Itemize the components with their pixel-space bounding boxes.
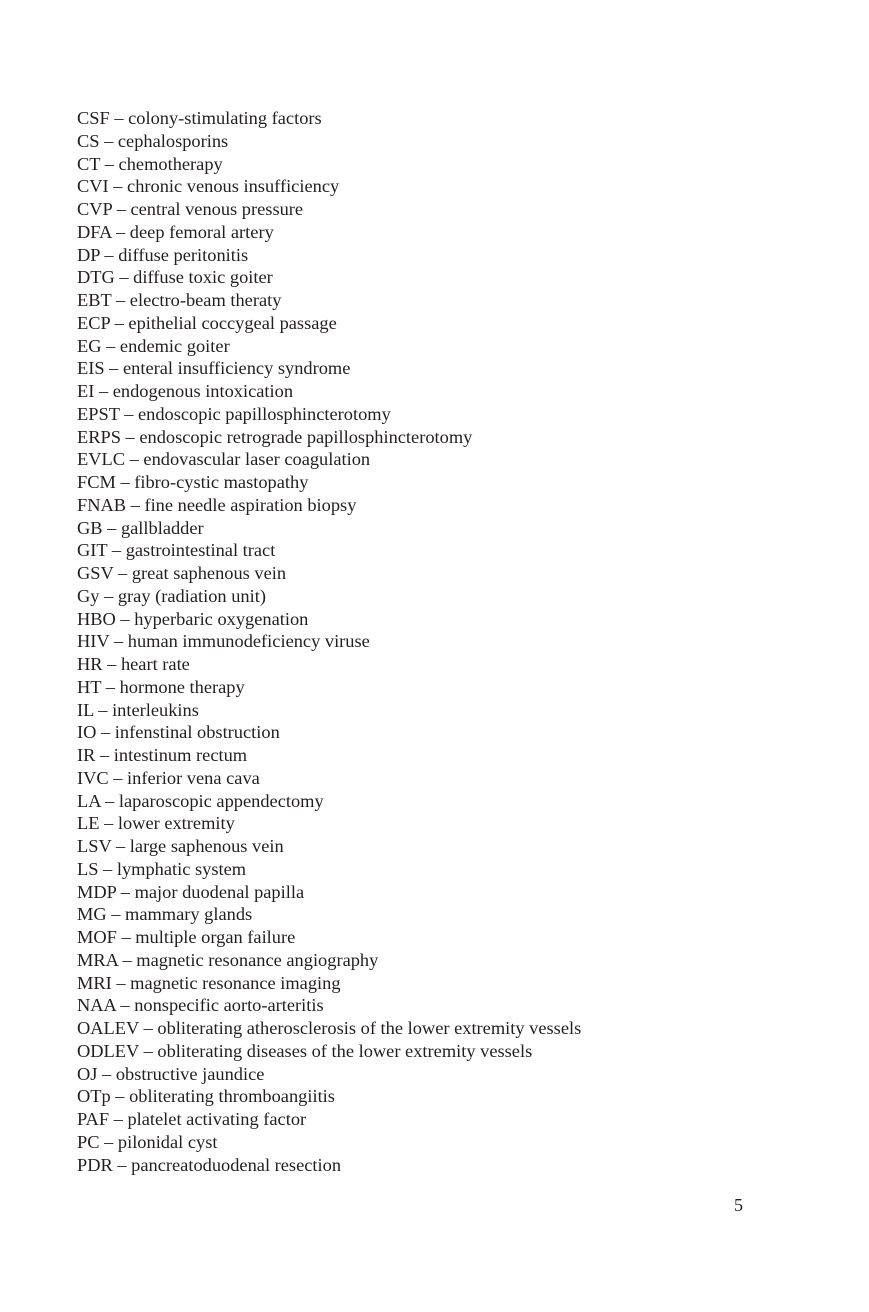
- abbreviation-item: DP – diffuse peritonitis: [77, 244, 249, 265]
- abbreviation-item: CT – chemotherapy: [77, 153, 223, 174]
- abbreviation-item: HT – hormone therapy: [77, 676, 245, 697]
- abbreviation-item: CVI – chronic venous insufficiency: [77, 176, 340, 197]
- abbreviation-item: FNAB – fine needle aspiration biopsy: [77, 494, 357, 515]
- abbreviation-item: LA – laparoscopic appendectomy: [77, 790, 324, 811]
- abbreviation-item: LE – lower extremity: [77, 813, 235, 834]
- abbreviation-item: ODLEV – obliterating diseases of the lower extremity vessels: [77, 1040, 533, 1061]
- abbreviation-item: GIT – gastrointestinal tract: [77, 540, 276, 561]
- abbreviation-item: FCM – fibro-cystic mastopathy: [77, 472, 309, 492]
- abbreviation-item: HBO – hyperbaric oxygenation: [77, 608, 309, 629]
- page-number: 5: [734, 1195, 743, 1215]
- abbreviation-item: PC – pilonidal cyst: [77, 1131, 218, 1152]
- abbreviation-item: LSV – large saphenous vein: [77, 836, 284, 856]
- abbreviation-item: HIV – human immunodeficiency viruse: [77, 631, 370, 652]
- abbreviation-item: ERPS – endoscopic retrograde papillosphincterotomy: [77, 426, 473, 447]
- abbreviation-item: IR – intestinum rectum: [77, 745, 248, 765]
- abbreviation-item: MRI – magnetic resonance imaging: [77, 972, 341, 993]
- abbreviation-item: GSV – great saphenous vein: [77, 563, 287, 583]
- abbreviation-item: ECP – epithelial coccygeal passage: [77, 312, 337, 333]
- abbreviation-item: EVLC – endovascular laser coagulation: [77, 449, 371, 470]
- abbreviation-item: IO – infenstinal obstruction: [77, 722, 280, 743]
- abbreviation-item: PAF – platelet activating factor: [77, 1109, 307, 1129]
- abbreviation-item: EG – endemic goiter: [77, 335, 230, 356]
- abbreviation-item: LS – lymphatic system: [77, 858, 247, 879]
- abbreviation-item: MRA – magnetic resonance angiography: [77, 949, 379, 970]
- abbreviation-item: EPST – endoscopic papillosphincterotomy: [77, 403, 391, 424]
- abbreviation-item: OALEV – obliterating atherosclerosis of the lower extremity vessels: [77, 1018, 582, 1038]
- abbreviation-item: MOF – multiple organ failure: [77, 927, 296, 947]
- abbreviation-item: OTp – obliterating thromboangiitis: [77, 1086, 335, 1107]
- abbreviation-item: DFA – deep femoral artery: [77, 221, 274, 242]
- abbreviation-item: GB – gallbladder: [77, 517, 204, 538]
- abbreviation-item: EI – endogenous intoxication: [77, 381, 294, 401]
- abbreviation-item: DTG – diffuse toxic goiter: [77, 267, 273, 288]
- abbreviation-item: IVC – inferior vena cava: [77, 767, 260, 788]
- abbreviation-item: EBT – electro-beam theraty: [77, 290, 282, 310]
- abbreviation-item: IL – interleukins: [77, 699, 199, 720]
- abbreviation-item: CVP – central venous pressure: [77, 199, 304, 219]
- abbreviation-item: MG – mammary glands: [77, 904, 253, 925]
- abbreviation-list: [77, 107, 581, 1176]
- abbreviation-item: CSF – colony-stimulating factors: [77, 108, 322, 128]
- abbreviation-item: PDR – pancreatoduodenal resection: [77, 1154, 342, 1175]
- abbreviation-item: EIS – enteral insufficiency syndrome: [77, 358, 351, 379]
- abbreviation-item: HR – heart rate: [77, 654, 190, 674]
- abbreviation-item: CS – cephalosporins: [77, 130, 229, 151]
- abbreviation-item: Gy – gray (radiation unit): [77, 585, 266, 606]
- abbreviation-item: OJ – obstructive jaundice: [77, 1063, 265, 1084]
- abbreviation-item: NAA – nonspecific aorto-arteritis: [77, 995, 324, 1016]
- abbreviation-item: MDP – major duodenal papilla: [77, 881, 305, 902]
